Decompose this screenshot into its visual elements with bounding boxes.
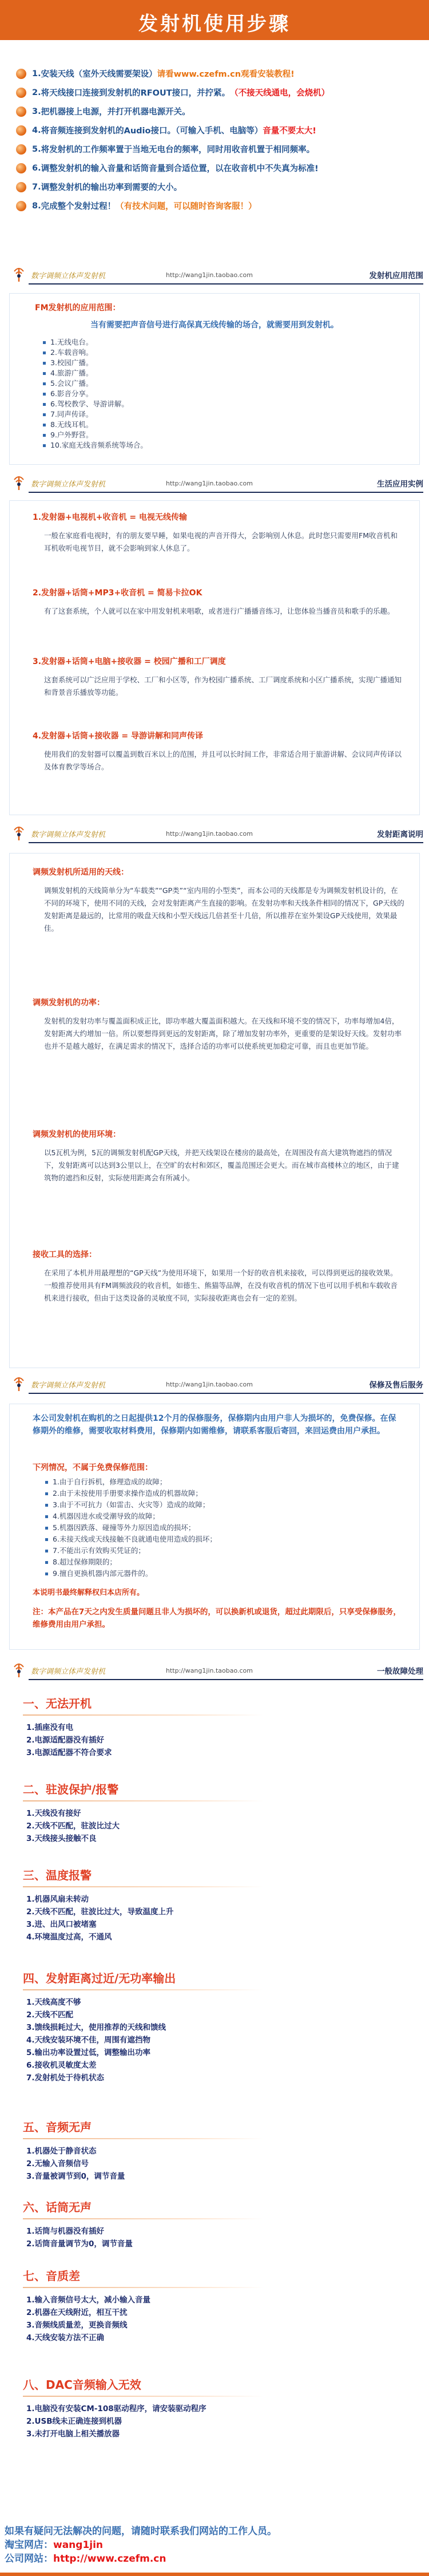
trouble-items <box>23 1893 412 1943</box>
fm-range-item: 8.无线耳机。 <box>43 420 148 430</box>
step-item <box>16 140 416 159</box>
trouble-item: 2.电源适配器没有插好 <box>26 1736 105 1745</box>
distance-item-heading: 调频发射机的使用环境： <box>33 1130 121 1139</box>
banner-slogan: 数字调频立体声发射机 <box>31 272 106 280</box>
step-bullet-icon <box>16 106 26 117</box>
step-text: 调整发射机的输入音量和话筒音量到合适位置，以在收音机中不失真为标准! <box>41 164 319 173</box>
distance-item <box>33 1249 404 1305</box>
trouble-heading: 一、无法开机 <box>23 1697 92 1710</box>
trouble-divider <box>23 2138 263 2139</box>
warranty-exclusion-item: 9.擅自更换机器内部元器件的。 <box>45 1568 217 1579</box>
trouble-divider <box>23 1989 263 1990</box>
footer-site-link[interactable]: http://www.czefm.cn <box>53 2553 166 2565</box>
trouble-section <box>23 2267 412 2344</box>
banner-distance <box>6 823 423 844</box>
life-item-text: 使用我们的发射器可以覆盖到数百米以上的范围，并且可以长时间工作，非常适合用于旅游讲解、会议同声传译以及体育教学等场合。 <box>44 750 402 771</box>
step-number: 4. <box>32 125 41 135</box>
trouble-items <box>23 1996 412 2084</box>
banner-url[interactable]: http://wang1jin.taobao.com <box>166 1667 253 1674</box>
step-text: 安装天线（室外天线需要架设） <box>41 70 157 79</box>
footer-strip <box>0 2573 429 2576</box>
banner-underline <box>29 842 423 843</box>
trouble-items <box>23 2403 412 2440</box>
trouble-item: 3.天线接头接触不良 <box>26 1834 97 1843</box>
footer-contact-notice: 如果有疑问无法解决的问题，请随时联系我们网站的工作人员。 <box>5 2526 277 2537</box>
life-item <box>33 655 404 699</box>
antenna-icon <box>11 1375 26 1392</box>
trouble-section <box>23 2118 412 2183</box>
banner-troubleshooting <box>6 1660 423 1681</box>
trouble-item: 2.USB线未正确连接到机器 <box>26 2417 122 2426</box>
step-note: 音量不要太大! <box>263 127 316 136</box>
trouble-item: 4.天线安装方法不正确 <box>26 2333 105 2342</box>
trouble-section <box>23 1780 412 1845</box>
step-bullet-icon <box>16 163 26 173</box>
trouble-item: 3.进、出风口被堵塞 <box>26 1920 97 1929</box>
step-number: 1. <box>32 69 41 78</box>
step-bullet-icon <box>16 88 26 98</box>
antenna-icon <box>11 1661 26 1678</box>
footer-shop-label: 淘宝网店： <box>5 2539 53 2551</box>
trouble-divider <box>23 1714 263 1716</box>
warranty-note: 本说明书最终解释权归本店所有。 <box>33 1589 145 1597</box>
life-item-heading: 2.发射器+话筒+MP3+收音机 = 简易卡拉OK <box>33 588 202 598</box>
antenna-icon <box>11 824 26 841</box>
fm-range-list <box>43 337 148 451</box>
banner-life <box>6 473 423 493</box>
step-note: 请看www.czefm.cn观看安装教程! <box>157 70 295 79</box>
trouble-item: 2.话筒音量调节为0，调节音量 <box>26 2239 133 2249</box>
step-number: 3. <box>32 106 41 116</box>
banner-section-title: 发射距离说明 <box>377 830 423 839</box>
warranty-bottom-note: 注：本产品在7天之内发生质量问题且非人为损坏的，可以换新机或退货，超过此期限后，只享受保修服务，维修费用由用户承担。 <box>33 1607 401 1629</box>
trouble-divider <box>23 1886 263 1887</box>
step-note: （不接天线通电，会烧机） <box>230 89 330 98</box>
fm-range-item: 3.校园广播。 <box>43 358 148 368</box>
warranty-exclusion-item: 8.超过保修期限的； <box>45 1556 217 1568</box>
page-header <box>0 0 429 40</box>
trouble-item: 2.天线不匹配，驻波比过大，导致温度上升 <box>26 1907 174 1917</box>
trouble-item: 2.天线不匹配，驻波比过大 <box>26 1822 120 1831</box>
warranty-exclusion-item: 4.机器因进水或受潮导致的故障； <box>45 1511 217 1522</box>
warranty-exclusion-heading: 下列情况，不属于免费保修范围： <box>33 1463 153 1472</box>
life-item <box>33 587 404 618</box>
step-text: 完成整个发射过程！ <box>41 202 116 211</box>
step-bullet-icon <box>16 125 26 136</box>
trouble-item: 1.机器处于静音状态 <box>26 2147 97 2156</box>
life-item <box>33 730 404 773</box>
trouble-item: 2.无输入音频信号 <box>26 2159 89 2168</box>
fm-range-panel <box>9 293 420 465</box>
step-list <box>16 64 416 215</box>
banner-warranty <box>6 1374 423 1394</box>
distance-item <box>33 997 404 1053</box>
step-number: 7. <box>32 182 41 192</box>
trouble-divider <box>23 2287 263 2288</box>
warranty-exclusion-list <box>45 1476 217 1579</box>
banner-fm-range <box>6 264 423 285</box>
trouble-section <box>23 1866 412 1943</box>
trouble-item: 2.天线不匹配 <box>26 2010 74 2020</box>
trouble-heading: 二、驻波保护/报警 <box>23 1783 119 1796</box>
trouble-item: 1.天线没有接好 <box>26 1809 81 1818</box>
banner-url[interactable]: http://wang1jin.taobao.com <box>166 480 253 487</box>
life-item-text: 一般在家庭看电视时，有的朋友要早睡，如果电视的声音开得大，会影响别人休息。此时您只需要用FM收音机和耳机收听电视节目，就不会影响到家人休息了。 <box>44 531 398 552</box>
fm-range-item: 10.家庭无线音频系统等场合。 <box>43 440 148 451</box>
trouble-item: 3.音量被调节到0，调节音量 <box>26 2172 125 2181</box>
distance-item-text: 以5瓦机为例，5瓦的调频发射机配GP天线，并把天线架设在楼房的最高处，在周围没有高大建筑物遮挡的情况下，发射距离可以达到3公里以上，在空旷的农村和郊区，覆盖范围还会更大。而在城市高楼林立的地区，由于建筑物的遮挡和反射，实际使用距离会有所减小。 <box>44 1148 399 1182</box>
step-bullet-icon <box>16 182 26 192</box>
trouble-heading: 三、温度报警 <box>23 1868 92 1882</box>
banner-slogan: 数字调频立体声发射机 <box>31 831 106 839</box>
fm-range-item: 1.无线电台。 <box>43 337 148 347</box>
trouble-item: 3.未打开电脑上相关播放器 <box>26 2429 120 2439</box>
fm-range-item: 7.同声传译。 <box>43 409 148 420</box>
trouble-items <box>23 1721 412 1759</box>
step-item <box>16 121 416 140</box>
step-text: 将音频连接到发射机的Audio接口。（可输入手机、电脑等） <box>41 127 263 136</box>
warranty-exclusion-item: 5.机器因跌落、碰撞等外力原因造成的损坏； <box>45 1522 217 1534</box>
banner-url[interactable]: http://wang1jin.taobao.com <box>166 271 253 279</box>
trouble-item: 4.天线安装环境不佳，周围有遮挡物 <box>26 2036 151 2045</box>
antenna-icon <box>11 474 26 491</box>
step-text: 将天线接口连接到发射机的RFOUT接口，并拧紧。 <box>41 89 231 98</box>
warranty-exclusion-item: 3.由于不可抗力（如雷击、火灾等）造成的故障； <box>45 1499 217 1511</box>
trouble-divider <box>23 2396 263 2397</box>
trouble-items <box>23 2145 412 2183</box>
trouble-item: 1.机器风扇未转动 <box>26 1895 89 1904</box>
antenna-icon <box>11 266 26 283</box>
trouble-items <box>23 2225 412 2250</box>
trouble-item: 1.插座没有电 <box>26 1723 74 1732</box>
step-number: 8. <box>32 201 41 211</box>
trouble-item: 6.接收机灵敏度太差 <box>26 2061 97 2070</box>
banner-underline <box>29 283 423 285</box>
distance-item <box>33 866 404 935</box>
step-text: 将发射机的工作频率置于当地无电台的频率，同时用收音机置于相同频率。 <box>41 145 315 155</box>
trouble-items <box>23 2294 412 2344</box>
trouble-heading: 七、音质差 <box>23 2269 80 2283</box>
fm-range-item: 6.驾校教学、导游讲解。 <box>43 399 148 409</box>
step-bullet-icon <box>16 69 26 79</box>
life-item-text: 有了这套系统，个人就可以在家中用发射机来唱歌，或者进行广播播音练习，让您体验当播音员和歌手的乐趣。 <box>44 607 395 615</box>
life-item-heading: 1.发射器+电视机+收音机 = 电视无线传输 <box>33 513 187 522</box>
life-item <box>33 511 404 555</box>
trouble-item: 7.发射机处于待机状态 <box>26 2073 105 2083</box>
life-item-text: 这套系统可以广泛应用于学校、工厂和小区等，作为校园广播系统、工厂调度系统和小区广播系统，实现广播通知和背景音乐播放等功能。 <box>44 675 402 697</box>
step-number: 5. <box>32 144 41 154</box>
distance-item-heading: 调频发射机的功率： <box>33 998 105 1008</box>
banner-section-title: 生活应用实例 <box>377 480 423 489</box>
footer-site-label: 公司网站： <box>5 2553 53 2565</box>
trouble-item: 2.机器在天线附近，相互干扰 <box>26 2308 128 2317</box>
trouble-heading: 八、DAC音频输入无效 <box>23 2378 141 2392</box>
life-panel <box>9 500 420 815</box>
warranty-panel <box>9 1404 420 1650</box>
trouble-section <box>23 2376 412 2440</box>
banner-underline <box>29 1679 423 1680</box>
step-number: 6. <box>32 163 41 173</box>
step-bullet-icon <box>16 201 26 211</box>
trouble-section <box>23 1694 412 1759</box>
fm-range-item: 2.车载音响。 <box>43 347 148 358</box>
fm-range-item: 5.会议广播。 <box>43 378 148 389</box>
trouble-heading: 四、发射距离过近/无功率输出 <box>23 1971 176 1985</box>
trouble-item: 1.话筒与机器没有插好 <box>26 2227 105 2236</box>
trouble-heading: 六、话筒无声 <box>23 2200 92 2214</box>
fm-range-item: 4.旅游广播。 <box>43 368 148 378</box>
step-item <box>16 177 416 196</box>
step-item <box>16 159 416 177</box>
step-number: 2. <box>32 88 41 97</box>
banner-underline <box>29 492 423 493</box>
life-item-heading: 4.发射器+话筒+接收器 = 导游讲解和同声传译 <box>33 732 203 741</box>
warranty-exclusion-item: 7.不能出示有效购买凭证的； <box>45 1545 217 1556</box>
step-note: （有技术问题，可以随时咨询客服！） <box>116 202 257 211</box>
trouble-items <box>23 1807 412 1845</box>
step-text: 把机器接上电源，并打开机器电源开关。 <box>41 108 190 117</box>
trouble-item: 4.环境温度过高，不通风 <box>26 1933 112 1942</box>
fm-range-subtitle: 当有需要把声音信号进行高保真无线传输的场合，就需要用到发射机。 <box>90 321 339 330</box>
banner-url[interactable]: http://wang1jin.taobao.com <box>166 1381 253 1388</box>
banner-section-title: 发射机应用范围 <box>369 271 423 280</box>
distance-panel <box>9 853 420 1368</box>
distance-item-text: 调频发射机的天线简单分为“车载类”“GP类”“室内用的小型类”，而本公司的天线都是专为调频发射机设计的，在不同的环境下，使用不同的天线，会对发射距离产生直接的影响。在发射功率和天线条件相同的情况下，GP天线的发射距离是最远的，比常用的吸盘天线和小型天线远几倍甚至十几倍，所以推荐在室外架设GP天线使用，效果最佳。 <box>44 886 404 933</box>
step-item <box>16 83 416 102</box>
warranty-exclusion-item: 1.由于自行拆机，修理造成的故障； <box>45 1476 217 1488</box>
banner-url[interactable]: http://wang1jin.taobao.com <box>166 830 253 837</box>
fm-range-title: FM发射机的应用范围： <box>35 303 121 313</box>
warranty-exclusion-item: 2.由于未按使用手册要求操作造成的机器故障； <box>45 1488 217 1499</box>
banner-slogan: 数字调频立体声发射机 <box>31 1381 106 1390</box>
life-item-heading: 3.发射器+话筒+电脑+接收器 = 校园广播和工厂调度 <box>33 657 226 666</box>
step-bullet-icon <box>16 144 26 155</box>
distance-item <box>33 1128 404 1184</box>
warranty-intro: 本公司发射机在购机的之日起提供12个月的保修服务，保修期内由用户非人为损坏的，免费保修。在保修期外的维修，需要收取材料费用，保修期内如需维修，请联系客服后寄回，来回运费由用户承担。 <box>33 1414 396 1436</box>
footer-contact <box>5 2524 425 2566</box>
distance-item-heading: 接收工具的选择： <box>33 1250 97 1259</box>
trouble-item: 1.输入音频信号太大，减小输入音量 <box>26 2296 151 2305</box>
trouble-divider <box>23 1800 263 1801</box>
footer-shop-name[interactable]: wang1jin <box>53 2539 104 2551</box>
banner-section-title: 一般故障处理 <box>377 1667 423 1676</box>
fm-range-item: 9.户外野营。 <box>43 430 148 440</box>
banner-slogan: 数字调频立体声发射机 <box>31 1668 106 1676</box>
step-text: 调整发射机的输出功率到需要的大小。 <box>41 183 182 192</box>
trouble-item: 3.音频线质量差，更换音频线 <box>26 2321 128 2330</box>
fm-range-item: 6.影音分享。 <box>43 389 148 399</box>
trouble-item: 5.输出功率设置过低，调整输出功率 <box>26 2048 151 2057</box>
step-item <box>16 64 416 83</box>
distance-item-heading: 调频发射机所适用的天线： <box>33 868 129 877</box>
distance-item-text: 在采用了本机并用最理想的“GP天线”为使用环境下，如果用一个好的收音机来接收，可以得到更远的接收效果。一般推荐使用具有FM调频波段的收音机，如德生、熊猫等品牌，在没有收音机的情况下也可以用手机和车载收音机来进行接收，但由于这类设备的灵敏度不同，实际接收距离也会有一定的差别。 <box>44 1269 398 1302</box>
trouble-item: 1.电脑没有安装CM-108驱动程序，请安装驱动程序 <box>26 2404 206 2413</box>
page-title: 发射机使用步骤 <box>138 13 291 35</box>
trouble-heading: 五、音频无声 <box>23 2120 92 2134</box>
trouble-section <box>23 2198 412 2250</box>
banner-section-title: 保修及售后服务 <box>369 1381 423 1390</box>
distance-item-text: 发射机的发射功率与覆盖面积成正比，即功率越大覆盖面积越大。在天线和环境不变的情况下，功率每增加4倍，发射距离大约增加一倍。所以要想得到更远的发射距离，除了增加发射功率外，更重要的是架设好天线。发射功率也并不是越大越好，在满足需求的情况下，选择合适的功率可以使系统更加稳定可靠，而且也更加节能。 <box>44 1017 402 1050</box>
trouble-item: 1.天线高度不够 <box>26 1998 81 2007</box>
warranty-exclusion-item: 6.未接天线或天线接触不良就通电使用造成的损坏； <box>45 1534 217 1545</box>
banner-slogan: 数字调频立体声发射机 <box>31 480 106 489</box>
step-item <box>16 102 416 121</box>
trouble-section <box>23 1969 412 2084</box>
trouble-item: 3.电源适配器不符合要求 <box>26 1748 112 1757</box>
banner-underline <box>29 1393 423 1394</box>
trouble-divider <box>23 2218 263 2219</box>
trouble-item: 3.馈线损耗过大，使用推荐的天线和馈线 <box>26 2023 166 2032</box>
step-item <box>16 196 416 215</box>
